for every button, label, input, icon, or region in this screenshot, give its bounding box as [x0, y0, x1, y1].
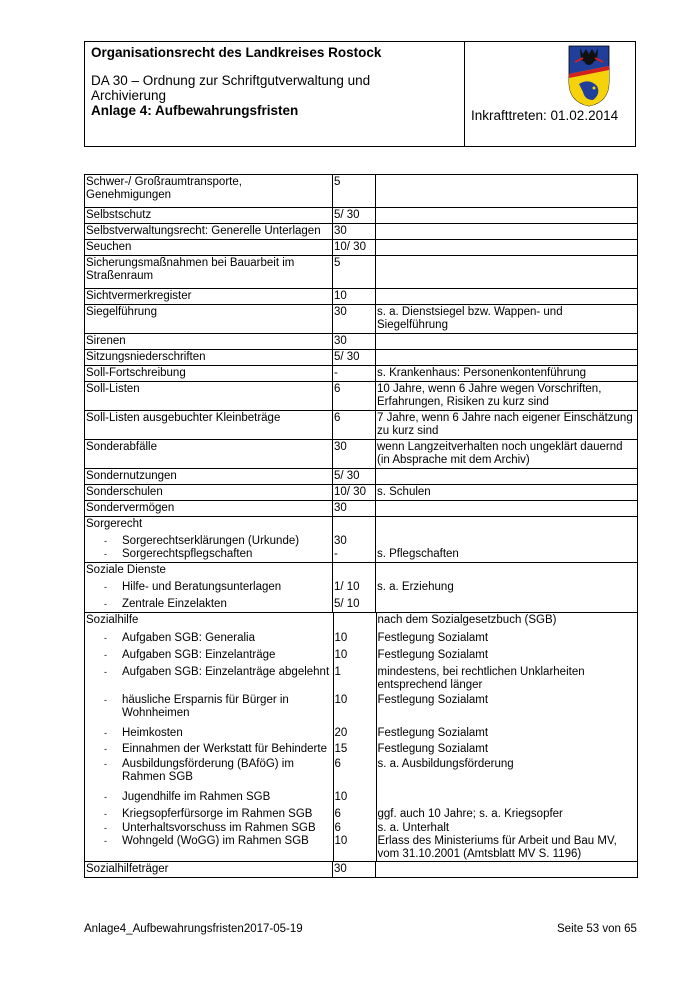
table-row: [85, 240, 638, 256]
item-note: s. Pflegschaften: [377, 548, 459, 560]
group-title: Sorgerecht: [86, 518, 143, 530]
row-frist: -: [333, 366, 376, 382]
item-name: Kriegsopferfürsorge im Rahmen SGB: [122, 808, 313, 820]
item-name: Aufgaben SGB: Einzelanträge: [122, 649, 276, 661]
sozialhilfe-subtable: [85, 613, 638, 861]
item-frist: 30: [334, 535, 347, 547]
row-frist: 5/ 30: [333, 208, 376, 224]
row-name: Siegelführung: [85, 305, 333, 334]
group-names: [85, 517, 333, 563]
item-name: Einnahmen der Werkstatt für Behinderte: [122, 743, 327, 755]
row-frist: 5/ 30: [333, 469, 376, 485]
subtable-row: [85, 822, 638, 835]
item-name: Sorgerechtspflegschaften: [122, 548, 253, 560]
group-fristen: [333, 563, 376, 613]
row-name: Sirenen: [85, 334, 333, 350]
row-name: Sonderabfälle: [85, 440, 333, 469]
subtable-row: [85, 648, 638, 665]
item-note: [376, 790, 638, 807]
row-name: Schwer-/ Großraumtransporte, Genehmigungen: [85, 175, 333, 208]
header-title: Organisationsrecht des Landkreises Rostock: [91, 45, 382, 60]
row-name: Sozialhilfeträger: [85, 862, 333, 878]
header-info-cell: [465, 42, 635, 146]
row-frist: 10/ 30: [333, 485, 376, 501]
table-row: [85, 469, 638, 485]
row-name: Sitzungsniederschriften: [85, 350, 333, 366]
list-item: - Aufgaben SGB: Einzelanträge abgelehnt: [104, 666, 330, 678]
row-frist: 30: [333, 440, 376, 469]
row-name: Soll-Listen ausgebuchter Kleinbeträge: [85, 411, 333, 440]
item-frist: 1/ 10: [334, 581, 360, 593]
row-note: [376, 240, 638, 256]
group-notes: [376, 517, 638, 563]
table-row: [85, 350, 638, 366]
item-frist: 20: [333, 726, 376, 742]
item-frist: 10: [333, 631, 376, 648]
item-note: Festlegung Sozialamt: [377, 743, 489, 755]
list-item: - Sorgerechtserklärungen (Urkunde): [86, 535, 330, 548]
list-item: - Heimkosten: [86, 727, 331, 740]
row-name: Sondervermögen: [85, 501, 333, 517]
row-frist: 10: [333, 289, 376, 305]
item-frist: 10: [333, 790, 376, 807]
list-item: - Unterhaltsvorschuss im Rahmen SGB: [86, 822, 331, 835]
group-fristen: [333, 517, 376, 563]
coat-of-arms-icon: [567, 44, 611, 108]
subtable-row: [85, 742, 638, 757]
row-frist: 30: [333, 862, 376, 878]
table-row: [85, 501, 638, 517]
item-name: Wohngeld (WoGG) im Rahmen SGB: [122, 835, 309, 847]
item-note: s. a. Erziehung: [377, 581, 454, 593]
row-note: wenn Langzeitverhalten noch ungeklärt dauernd (in Absprache mit dem Archiv): [376, 440, 638, 469]
table-row: [85, 485, 638, 501]
row-note: 7 Jahre, wenn 6 Jahre nach eigener Einschätzung zu kurz sind: [376, 411, 638, 440]
subtable-row: [85, 693, 638, 726]
item-frist: 1: [333, 665, 376, 693]
item-frist: 6: [333, 807, 376, 822]
row-name: Sondernutzungen: [85, 469, 333, 485]
subtable-row: [85, 790, 638, 807]
list-item: - Einnahmen der Werkstatt für Behinderte: [86, 743, 331, 756]
row-frist: 5: [333, 175, 376, 208]
row-note: [376, 469, 638, 485]
row-name: Selbstschutz: [85, 208, 333, 224]
table-row-group-soziale-dienste: [85, 563, 638, 613]
group-title-note: nach dem Sozialgesetzbuch (SGB): [377, 614, 557, 626]
row-frist: 30: [333, 305, 376, 334]
row-name: Sonderschulen: [85, 485, 333, 501]
subtable-row: [85, 665, 638, 693]
item-frist: -: [334, 548, 338, 560]
group-title: Soziale Dienste: [86, 564, 166, 576]
row-frist: 5/ 30: [333, 350, 376, 366]
row-name: Selbstverwaltungsrecht: Generelle Unterlagen: [85, 224, 333, 240]
item-name: Heimkosten: [122, 727, 183, 739]
list-item: - Aufgaben SGB: Einzelanträge: [86, 649, 331, 662]
item-frist: 5/ 10: [334, 598, 360, 610]
row-note: [376, 350, 638, 366]
item-frist: 6: [333, 757, 376, 790]
table-row: [85, 334, 638, 350]
group-title: Sozialhilfe: [85, 613, 333, 631]
row-frist: 6: [333, 382, 376, 411]
aufbewahrungsfristen-table: [84, 174, 638, 878]
subtable-row: [85, 631, 638, 648]
item-frist: 15: [333, 742, 376, 757]
item-note: s. a. Unterhalt: [377, 822, 450, 834]
subtable-row: [85, 757, 638, 790]
group-names: [85, 563, 333, 613]
row-note: 10 Jahre, wenn 6 Jahre wegen Vorschriften, Erfahrungen, Risiken zu kurz sind: [376, 382, 638, 411]
row-frist: 6: [333, 411, 376, 440]
row-note: s. Krankenhaus: Personenkontenführung: [376, 366, 638, 382]
row-note: s. a. Dienstsiegel bzw. Wappen- und Siegelführung: [376, 305, 638, 334]
subtable-row: [85, 726, 638, 742]
item-frist: 10: [333, 835, 376, 861]
row-name: Soll-Listen: [85, 382, 333, 411]
item-note: [377, 535, 635, 548]
item-name: Ausbildungsförderung (BAföG) im Rahmen SGB: [122, 758, 294, 783]
header-subtitle: [91, 73, 464, 103]
table-row-group-sorgerecht: [85, 517, 638, 563]
item-name: Jugendhilfe im Rahmen SGB: [122, 791, 271, 803]
row-note: [376, 208, 638, 224]
row-name: Sicherungsmaßnahmen bei Bauarbeit im Straßenraum: [85, 256, 333, 289]
item-name: Aufgaben SGB: Einzelanträge abgelehnt: [122, 666, 330, 678]
subtable-row: [85, 807, 638, 822]
item-note: Festlegung Sozialamt: [377, 727, 489, 739]
footer-page-number: Seite 53 von 65: [557, 923, 637, 935]
table-row: [85, 440, 638, 469]
list-item: - Jugendhilfe im Rahmen SGB: [86, 791, 331, 804]
row-note: [376, 224, 638, 240]
list-item: - Aufgaben SGB: Generalia: [86, 632, 331, 645]
item-name: Zentrale Einzelakten: [122, 598, 227, 610]
table-row: [85, 175, 638, 208]
header-title-cell: [85, 42, 465, 146]
group-notes: [376, 563, 638, 613]
row-frist: 30: [333, 501, 376, 517]
row-note: [376, 256, 638, 289]
header-subtitle-line2: Archivierung: [91, 88, 167, 103]
table-row: [85, 366, 638, 382]
item-note: Erlass des Ministeriums für Arbeit und Bau MV, vom 31.10.2001 (Amtsblatt MV S. 1196): [377, 835, 617, 860]
item-frist: 6: [333, 822, 376, 835]
item-frist: 10: [333, 693, 376, 726]
group-title-frist: [333, 613, 376, 631]
list-item: - Zentrale Einzelakten: [86, 598, 330, 611]
group-sozialhilfe-cell: [85, 613, 638, 862]
table-row-group-sozialhilfe: [85, 613, 638, 862]
table-row: [85, 305, 638, 334]
list-item: - Wohngeld (WoGG) im Rahmen SGB: [86, 835, 331, 848]
row-note: [376, 334, 638, 350]
row-note: [376, 501, 638, 517]
row-name: Seuchen: [85, 240, 333, 256]
inkrafttreten-date: Inkrafttreten: 01.02.2014: [471, 108, 619, 123]
table-row: [85, 256, 638, 289]
item-note: Festlegung Sozialamt: [377, 632, 489, 644]
list-item: - Hilfe- und Beratungsunterlagen: [86, 581, 330, 594]
table-row: [85, 382, 638, 411]
row-name: Soll-Fortschreibung: [85, 366, 333, 382]
item-name: Aufgaben SGB: Generalia: [122, 632, 255, 644]
row-frist: 10/ 30: [333, 240, 376, 256]
table-row: [85, 224, 638, 240]
row-frist: 30: [333, 334, 376, 350]
footer-filename: Anlage4_Aufbewahrungsfristen2017-05-19: [84, 923, 303, 935]
row-note: [376, 175, 638, 208]
row-frist: 30: [333, 224, 376, 240]
row-name: Sichtvermerkregister: [85, 289, 333, 305]
row-note: [376, 289, 638, 305]
document-header: [84, 41, 636, 147]
subtable-row: [85, 835, 638, 861]
table-row: [85, 862, 638, 878]
item-note: Festlegung Sozialamt: [377, 649, 489, 661]
list-item: - Kriegsopferfürsorge im Rahmen SGB: [86, 808, 331, 821]
list-item: - Sorgerechtspflegschaften: [86, 548, 330, 561]
table-row: [85, 411, 638, 440]
list-item: - Ausbildungsförderung (BAföG) im Rahmen SGB: [86, 758, 331, 784]
item-name: Sorgerechtserklärungen (Urkunde): [122, 535, 300, 547]
item-note: ggf. auch 10 Jahre; s. a. Kriegsopfer: [377, 808, 563, 820]
row-note: [376, 862, 638, 878]
table-row: [85, 289, 638, 305]
list-item: - häusliche Ersparnis für Bürger in Wohnheimen: [86, 694, 331, 720]
table-row: [85, 208, 638, 224]
item-name: Hilfe- und Beratungsunterlagen: [122, 581, 282, 593]
row-note: s. Schulen: [376, 485, 638, 501]
item-name: häusliche Ersparnis für Bürger in Wohnheimen: [122, 694, 289, 719]
item-note: mindestens, bei rechtlichen Unklarheiten entsprechend länger: [377, 666, 585, 691]
item-frist: 10: [333, 648, 376, 665]
header-anlage: Anlage 4: Aufbewahrungsfristen: [91, 103, 299, 118]
row-frist: 5: [333, 256, 376, 289]
item-note: [377, 598, 635, 611]
item-name: Unterhaltsvorschuss im Rahmen SGB: [122, 822, 316, 834]
item-note: s. a. Ausbildungsförderung: [377, 758, 514, 770]
subtable-row: [85, 613, 638, 631]
item-note: Festlegung Sozialamt: [377, 694, 489, 706]
header-subtitle-line1: DA 30 – Ordnung zur Schriftgutverwaltung und: [91, 73, 371, 88]
